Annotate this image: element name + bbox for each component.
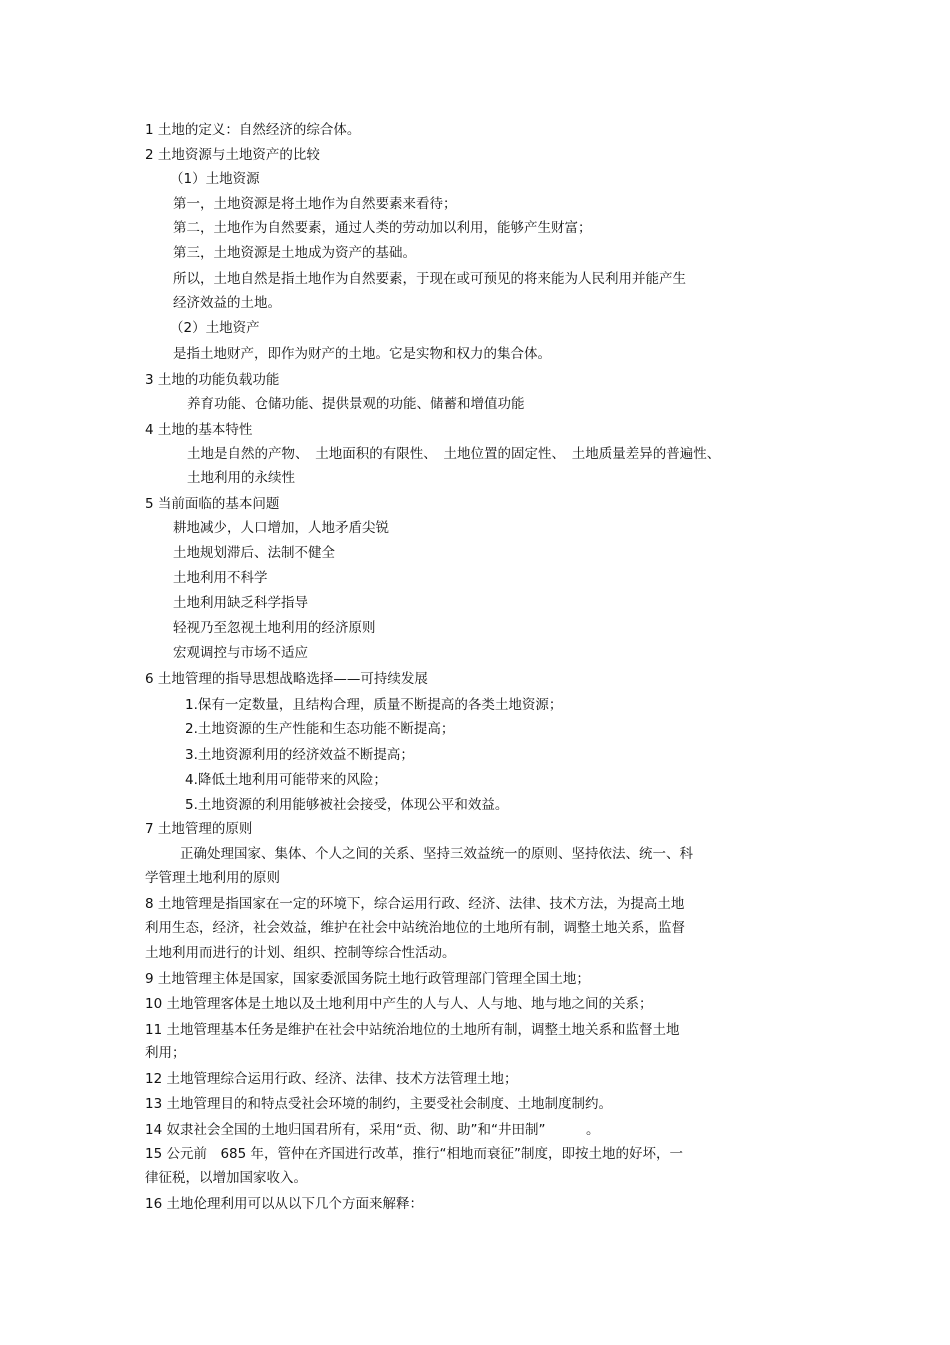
characteristics-list: 土地是自然的产物、 土地面积的有限性、 土地位置的固定性、 土地质量差异的普遍性、 <box>187 446 721 462</box>
item-8-line-1: 8 土地管理是指国家在一定的环境下，综合运用行政、经济、法律、技术方法，为提高土地 <box>145 896 685 912</box>
strategy-point-2: 2.土地资源的生产性能和生态功能不断提高； <box>185 721 455 737</box>
principles-text: 正确处理国家、集体、个人之间的关系、坚持三效益统一的原则、坚持依法、统一、科 <box>180 846 693 862</box>
item-7-heading: 7 土地管理的原则 <box>145 821 253 837</box>
item-2-heading: 2 土地资源与土地资产的比较 <box>145 147 320 163</box>
problem-6: 宏观调控与市场不适应 <box>173 645 308 661</box>
item-11-line-1: 11 土地管理基本任务是维护在社会中站统治地位的土地所有制，调整土地关系和监督土地 <box>145 1022 680 1038</box>
problem-5: 轻视乃至忽视土地利用的经济原则 <box>173 620 376 636</box>
item-4-heading: 4 土地的基本特性 <box>145 422 253 438</box>
item-11-line-2: 利用； <box>145 1045 186 1061</box>
item-15-line-1: 15 公元前 685 年，管仲在齐国进行改革，推行“相地而衰征”制度，即按土地的好坏，一 <box>145 1146 684 1162</box>
item-10: 10 土地管理客体是土地以及土地利用中产生的人与人、人与地、地与地之间的关系； <box>145 996 653 1012</box>
strategy-point-3: 3.土地资源利用的经济效益不断提高； <box>185 747 414 763</box>
land-resource-point-1: 第一，土地资源是将土地作为自然要素来看待； <box>173 196 457 212</box>
item-13: 13 土地管理目的和特点受社会环境的制约，主要受社会制度、土地制度制约。 <box>145 1096 612 1112</box>
characteristics-list-cont: 土地利用的永续性 <box>187 470 295 486</box>
strategy-point-1: 1.保有一定数量，且结构合理，质量不断提高的各类土地资源； <box>185 697 563 713</box>
item-8-line-3: 土地利用而进行的计划、组织、控制等综合性活动。 <box>145 945 456 961</box>
problem-2: 土地规划滞后、法制不健全 <box>173 545 335 561</box>
principles-text-cont: 学管理土地利用的原则 <box>145 870 280 886</box>
subheading-land-resource: （1）土地资源 <box>170 171 260 187</box>
strategy-point-5: 5.土地资源的利用能够被社会接受，体现公平和效益。 <box>185 797 509 813</box>
land-resource-point-3: 第三，土地资源是土地成为资产的基础。 <box>173 245 416 261</box>
problem-3: 土地利用不科学 <box>173 570 268 586</box>
item-16: 16 土地伦理利用可以从以下几个方面来解释： <box>145 1196 423 1212</box>
item-12: 12 土地管理综合运用行政、经济、法律、技术方法管理土地； <box>145 1071 518 1087</box>
land-asset-definition: 是指土地财产，即作为财产的土地。它是实物和权力的集合体。 <box>173 346 551 362</box>
item-3-heading: 3 土地的功能负载功能 <box>145 372 280 388</box>
item-14: 14 奴隶社会全国的土地归国君所有，采用“贡、彻、助”和“井田制” 。 <box>145 1122 600 1138</box>
item-15-line-2: 律征税，以增加国家收入。 <box>145 1170 307 1186</box>
function-list: 养育功能、仓储功能、提供景观的功能、储蓄和增值功能 <box>187 396 525 412</box>
item-6-heading: 6 土地管理的指导思想战略选择——可持续发展 <box>145 671 428 687</box>
land-resource-point-2: 第二，土地作为自然要素，通过人类的劳动加以利用，能够产生财富； <box>173 220 592 236</box>
problem-4: 土地利用缺乏科学指导 <box>173 595 308 611</box>
subheading-land-asset: （2）土地资产 <box>170 320 260 336</box>
land-resource-summary: 所以，土地自然是指土地作为自然要素，于现在或可预见的将来能为人民利用并能产生 <box>173 271 686 287</box>
item-1-land-definition: 1 土地的定义：自然经济的综合体。 <box>145 122 361 138</box>
item-9: 9 土地管理主体是国家，国家委派国务院土地行政管理部门管理全国土地； <box>145 971 590 987</box>
problem-1: 耕地减少，人口增加，人地矛盾尖锐 <box>173 520 389 536</box>
item-5-heading: 5 当前面临的基本问题 <box>145 496 280 512</box>
land-resource-summary-cont: 经济效益的土地。 <box>173 295 281 311</box>
strategy-point-4: 4.降低土地利用可能带来的风险； <box>185 772 387 788</box>
item-8-line-2: 利用生态，经济，社会效益，维护在社会中站统治地位的土地所有制，调整土地关系，监督 <box>145 920 685 936</box>
